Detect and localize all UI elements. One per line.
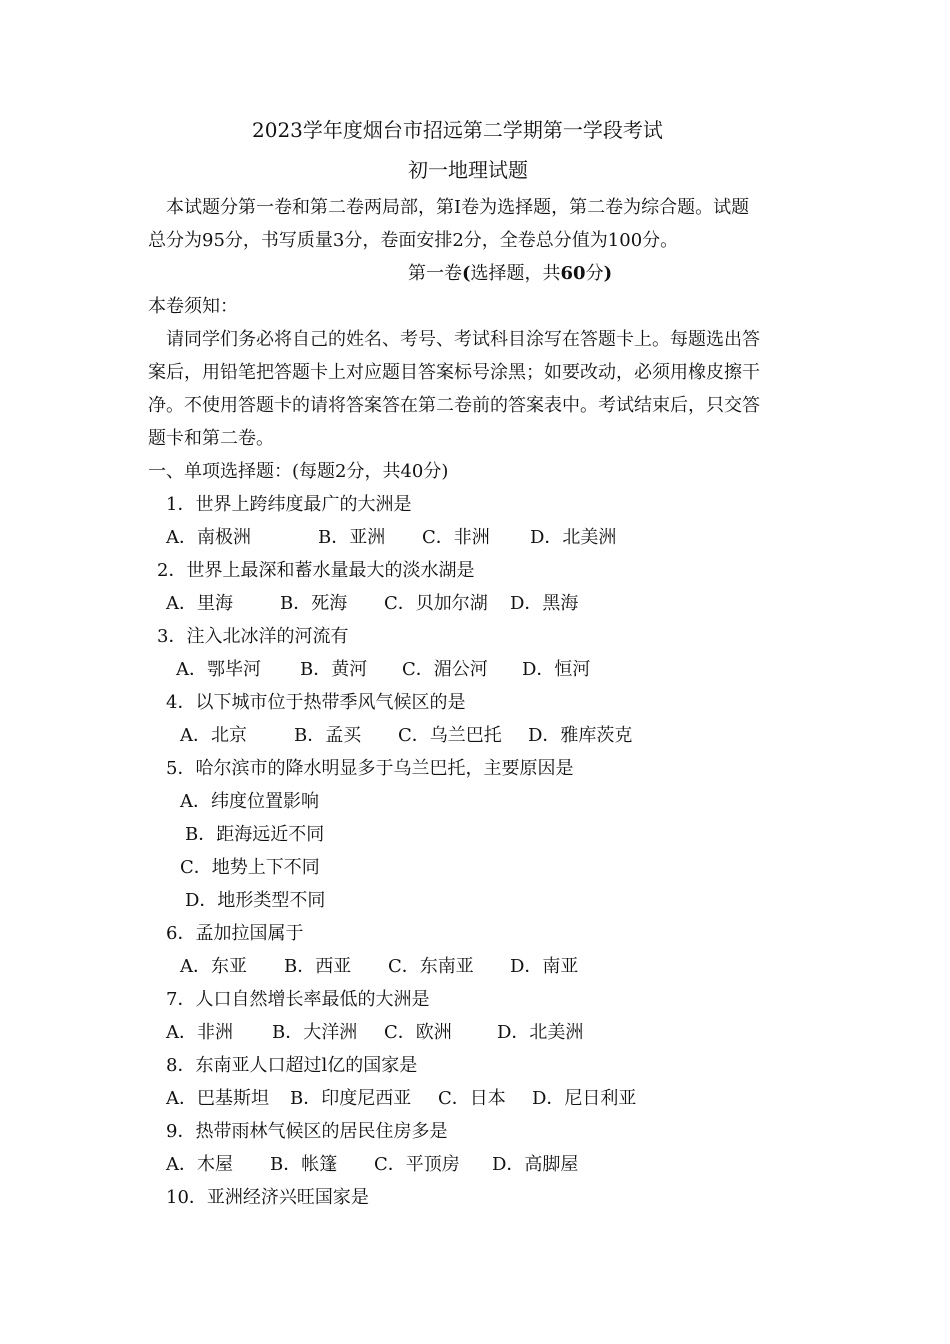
q3-option-c: C．湄公河 [402,659,488,680]
q3-option-a: A．鄂毕河 [176,659,261,680]
section-heading-num: 60 [560,263,586,284]
q5-option-c: C．地势上下不同 [180,857,320,878]
q6-option-b: B．西亚 [284,956,352,977]
q4-option-b: B．孟买 [294,725,362,746]
q6-option-d: D．南亚 [510,956,579,977]
notice-label: 本卷须知： [148,296,238,317]
q7-option-b: B．大洋洲 [272,1022,358,1043]
q2-option-d: D．黑海 [510,593,579,614]
page-subtitle: 初一地理试题 [408,158,528,182]
q2-option-b: B．死海 [280,593,348,614]
q6-option-c: C．东南亚 [388,956,474,977]
question-10: 10．亚洲经济兴旺国家是 [166,1187,369,1208]
notice-line: 净。不使用答题卡的请将答案答在第二卷前的答案表中。考试结束后，只交答 [148,395,760,416]
q2-option-a: A．里海 [166,593,233,614]
question-5: 5．哈尔滨市的降水明显多于乌兰巴托，主要原因是 [166,758,574,779]
q8-option-a: A．巴基斯坦 [166,1088,269,1109]
question-4: 4．以下城市位于热带季风气候区的是 [166,692,466,713]
q5-option-d: D．地形类型不同 [185,890,326,911]
part1-heading: 一、单项选择题：(每题2分，共40分) [148,461,449,482]
section-heading-prefix: 第一卷 [408,263,462,284]
question-3: 3．注入北冰洋的河流有 [157,626,349,647]
q3-option-d: D．恒河 [522,659,591,680]
notice-line: 案后，用铅笔把答题卡上对应题目答案标号涂黑；如要改动，必须用橡皮擦干 [148,362,760,383]
q7-option-c: C．欧洲 [384,1022,452,1043]
q1-option-a: A．南极洲 [166,527,251,548]
section-heading-mid: 选择题，共 [470,263,561,284]
section-heading [408,262,612,286]
q7-option-d: D．北美洲 [497,1022,584,1043]
section-heading-paren-open: ( [462,263,471,284]
q8-option-c: C．日本 [438,1088,506,1109]
question-2: 2．世界上最深和蓄水量最大的淡水湖是 [157,560,475,581]
q1-option-b: B．亚洲 [318,527,386,548]
question-7: 7．人口自然增长率最低的大洲是 [166,989,430,1010]
q9-option-a: A．木屋 [166,1154,233,1175]
q9-option-d: D．高脚屋 [492,1154,579,1175]
q1-option-d: D．北美洲 [530,527,617,548]
q6-option-a: A．东亚 [180,956,247,977]
section-heading-paren-close: ) [603,263,613,284]
question-6: 6．孟加拉国属于 [166,923,304,944]
page-title: 2023学年度烟台市招远第二学期第一学段考试 [252,118,663,142]
q8-option-b: B．印度尼西亚 [290,1088,412,1109]
q4-option-a: A．北京 [180,725,247,746]
q1-option-c: C．非洲 [422,527,490,548]
question-1: 1．世界上跨纬度最广的大洲是 [166,494,412,515]
question-9: 9．热带雨林气候区的居民住房多是 [166,1121,448,1142]
q3-option-b: B．黄河 [300,659,368,680]
q5-option-b: B．距海远近不同 [185,824,325,845]
intro-line-1: 本试题分第一卷和第二卷两局部，第Ⅰ卷为选择题，第二卷为综合题。试题 [166,197,750,218]
notice-line: 请同学们务必将自己的姓名、考号、考试科目涂写在答题卡上。每题选出答 [166,329,760,350]
q9-option-b: B．帐篷 [270,1154,338,1175]
q8-option-d: D．尼日利亚 [532,1088,637,1109]
q5-option-a: A．纬度位置影响 [180,791,319,812]
notice-line: 题卡和第二卷。 [148,428,274,449]
q7-option-a: A．非洲 [166,1022,233,1043]
q4-option-d: D．雅库茨克 [528,725,633,746]
question-8: 8．东南亚人口超过l亿的国家是 [166,1055,418,1076]
q9-option-c: C．平顶房 [374,1154,460,1175]
q2-option-c: C．贝加尔湖 [384,593,488,614]
intro-line-2: 总分为95分，书写质量3分，卷面安排2分，全卷总分值为100分。 [148,230,679,251]
section-heading-suffix: 分 [585,263,604,284]
q4-option-c: C．乌兰巴托 [398,725,502,746]
